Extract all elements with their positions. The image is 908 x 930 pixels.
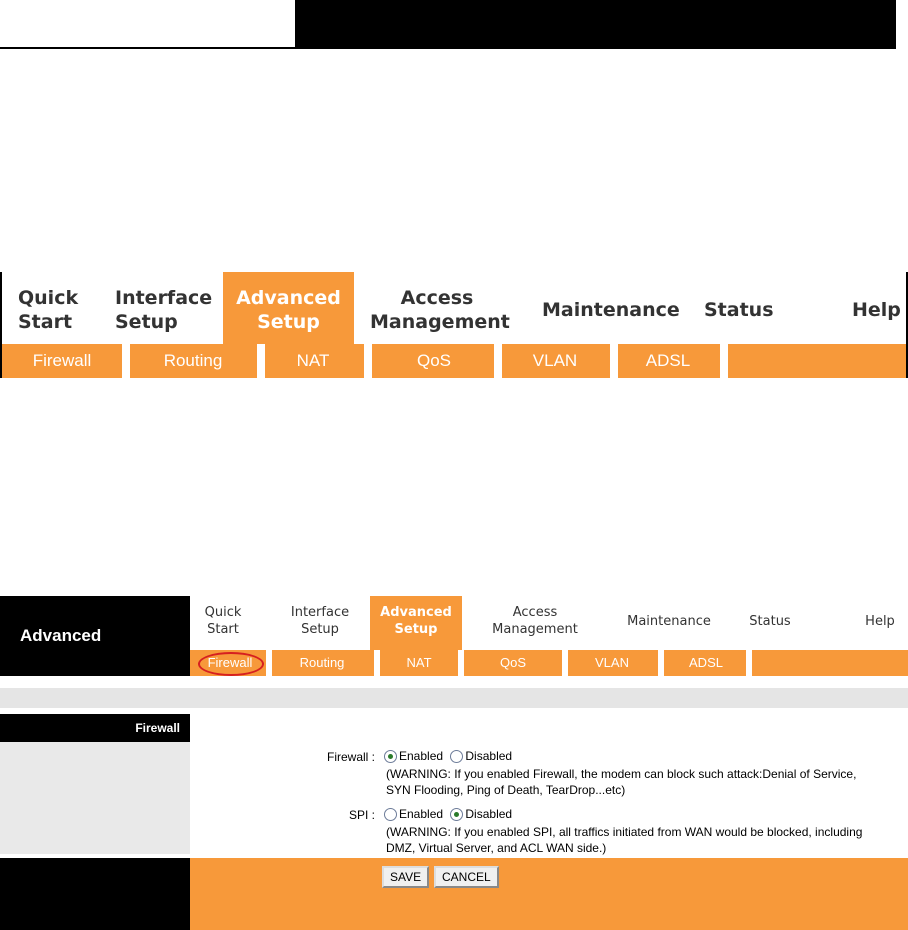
menu-label-line1: Quick: [204, 605, 242, 620]
radio-label: Enabled: [399, 749, 444, 763]
radio-label: Disabled: [465, 749, 513, 763]
cancel-button[interactable]: CANCEL: [434, 866, 499, 888]
menu-status[interactable]: [704, 298, 774, 328]
spi-radio-group: [384, 807, 512, 821]
footer-left-panel: [0, 858, 190, 930]
menu-label-line1: Status: [704, 299, 774, 321]
menu-label-line1: Access: [512, 605, 558, 620]
menu-advanced-setup[interactable]: [370, 596, 462, 650]
tab-separator: [746, 650, 752, 676]
firewall-page-screenshot: [0, 596, 908, 930]
spi-enabled-radio[interactable]: [384, 808, 397, 821]
menu-label-line2: Start: [18, 311, 73, 333]
tab-separator: [364, 344, 372, 378]
menu-help[interactable]: [852, 298, 901, 328]
header-left-rule: [0, 0, 295, 49]
menu-label-line1: Status: [749, 614, 791, 629]
nav-screenshot-large: [0, 272, 908, 378]
menu-access-management[interactable]: [370, 286, 510, 336]
menu-label-line1: Maintenance: [542, 299, 680, 321]
menu-access-management[interactable]: [480, 604, 590, 644]
tab-routing[interactable]: Routing: [163, 351, 223, 370]
menu-label-line1: Help: [852, 299, 901, 321]
menu-quick-start[interactable]: [202, 604, 244, 644]
button-bar: [190, 858, 908, 930]
tab-separator: [610, 344, 618, 378]
menu-status[interactable]: [740, 613, 800, 633]
main-menu: [2, 272, 906, 344]
tab-separator: [374, 650, 380, 676]
warning-line: (WARNING: If you enabled Firewall, the modem can block such attack:Denial of Service,: [386, 767, 857, 781]
tab-vlan[interactable]: VLAN: [532, 351, 578, 370]
menu-interface-setup[interactable]: [280, 604, 360, 644]
menu-label-line1: Help: [865, 614, 895, 629]
firewall-warning: [386, 766, 908, 798]
menu-advanced-setup[interactable]: [223, 272, 354, 344]
document-header-bar: [0, 0, 908, 50]
sub-menu: [190, 650, 908, 676]
firewall-disabled-radio[interactable]: [450, 750, 463, 763]
menu-help[interactable]: [856, 613, 904, 633]
menu-maintenance[interactable]: [614, 613, 724, 633]
spacer-strip: [0, 688, 908, 708]
main-menu: [190, 596, 908, 650]
menu-label-line2: Setup: [257, 311, 320, 333]
tab-separator: [658, 650, 664, 676]
spi-warning: [386, 824, 906, 856]
tab-separator: [458, 650, 464, 676]
firewall-radio-group: [384, 749, 512, 763]
tab-qos[interactable]: QoS: [499, 655, 526, 670]
tab-firewall[interactable]: Firewall: [207, 655, 253, 670]
menu-quick-start[interactable]: [18, 286, 78, 336]
spi-label: SPI :: [348, 808, 375, 822]
tab-separator: [494, 344, 502, 378]
menu-label-line1: Interface: [115, 287, 213, 309]
firewall-enabled-radio[interactable]: [384, 750, 397, 763]
section-title: Firewall: [0, 714, 190, 742]
menu-maintenance[interactable]: [542, 298, 680, 328]
tab-nat[interactable]: NAT: [406, 655, 432, 670]
tab-vlan[interactable]: VLAN: [595, 655, 629, 670]
header-black-band: [295, 0, 895, 49]
menu-label-line1: Quick: [18, 287, 79, 309]
radio-label: Disabled: [465, 807, 513, 821]
menu-label-line1: Advanced: [380, 605, 452, 620]
tab-separator: [257, 344, 265, 378]
radio-label: Enabled: [399, 807, 444, 821]
menu-label-line2: Setup: [301, 622, 339, 637]
menu-label-line1: Maintenance: [627, 614, 711, 629]
tab-routing[interactable]: Routing: [299, 655, 345, 670]
warning-line: DMZ, Virtual Server, and ACL WAN side.): [386, 841, 607, 855]
menu-label-line1: Interface: [290, 605, 350, 620]
menu-label-line2: Start: [207, 622, 239, 637]
tab-adsl[interactable]: ADSL: [689, 655, 723, 670]
sub-menu: [2, 344, 906, 378]
menu-label-line1: Advanced: [236, 287, 341, 309]
tab-adsl[interactable]: ADSL: [645, 351, 691, 370]
menu-label-line2: Management: [492, 622, 578, 637]
menu-label-line2: Management: [370, 311, 510, 333]
save-button[interactable]: SAVE: [382, 866, 429, 888]
menu-label-line2: Setup: [394, 622, 438, 637]
brand-title: Advanced: [0, 596, 190, 676]
tab-separator: [266, 650, 272, 676]
menu-label-line1: Access: [400, 287, 474, 309]
tab-firewall[interactable]: Firewall: [32, 351, 92, 370]
spi-disabled-radio[interactable]: [450, 808, 463, 821]
firewall-settings: [190, 714, 908, 854]
header-right-rule: [894, 0, 896, 49]
warning-line: SYN Flooding, Ping of Death, TearDrop...etc): [386, 783, 626, 797]
firewall-label: Firewall :: [326, 750, 375, 764]
tab-separator: [122, 344, 130, 378]
tab-separator: [720, 344, 728, 378]
tab-qos[interactable]: QoS: [416, 351, 452, 370]
tab-nat[interactable]: NAT: [296, 351, 330, 370]
menu-interface-setup[interactable]: [115, 286, 212, 336]
tab-separator: [562, 650, 568, 676]
warning-line: (WARNING: If you enabled SPI, all traffics initiated from WAN would be blocked, including: [386, 825, 863, 839]
menu-label-line2: Setup: [115, 311, 178, 333]
